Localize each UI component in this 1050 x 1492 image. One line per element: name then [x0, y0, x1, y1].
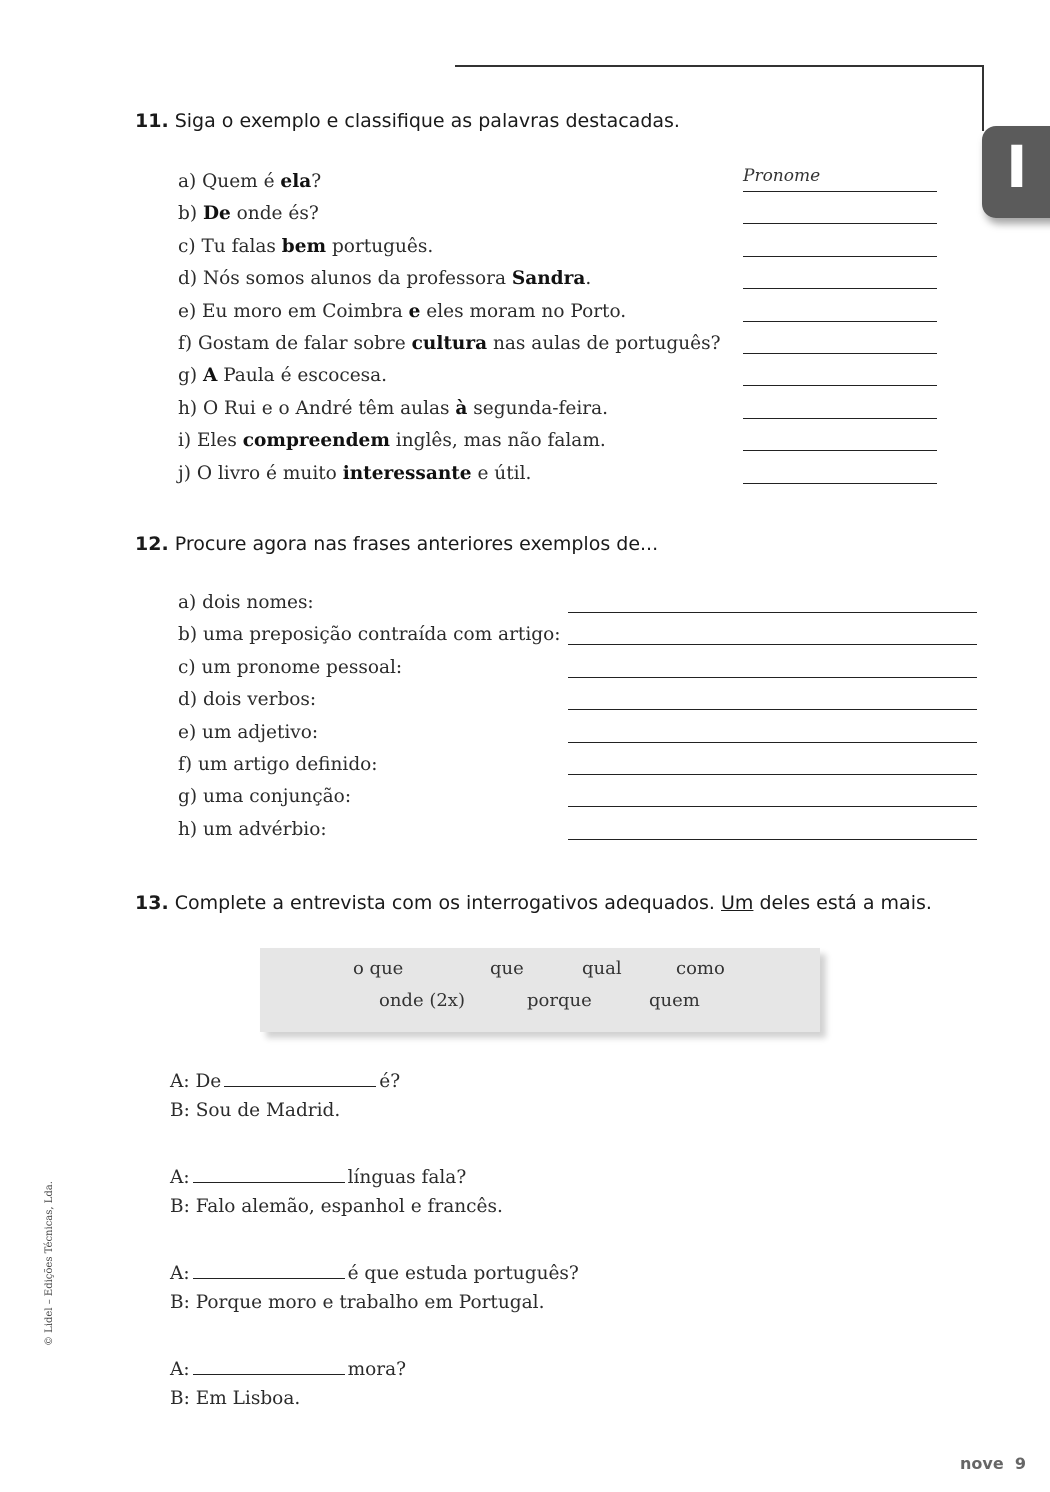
- fill-in-blank[interactable]: [193, 1164, 345, 1183]
- item-text: g): [178, 365, 203, 387]
- word-bank-option: onde (2x): [379, 990, 465, 1011]
- header-rule-side: [982, 65, 984, 131]
- item-text: b): [178, 203, 203, 225]
- question-line: [170, 1260, 579, 1284]
- answer-blank[interactable]: [568, 612, 977, 613]
- item-text: português.: [326, 235, 434, 257]
- fill-in-blank[interactable]: [193, 1356, 345, 1375]
- exercise-12-item: c) um pronome pessoal:: [178, 656, 403, 678]
- exercise-12-item: h) um advérbio:: [178, 818, 327, 840]
- unit-tab-label: I: [1006, 133, 1028, 201]
- page-word: nove: [960, 1454, 1004, 1473]
- highlighted-word: compreendem: [242, 430, 390, 452]
- exercise-12-title: Procure agora nas frases anteriores exemplos de...: [174, 533, 659, 555]
- exercise-11-item: [178, 236, 433, 258]
- exercise-13-title-underlined: Um: [721, 892, 754, 914]
- word-bank-option: qual: [582, 958, 622, 979]
- item-text: e) Eu moro em Coimbra: [178, 300, 409, 322]
- exercise-11-item: [178, 430, 606, 452]
- item-text: ?: [311, 171, 322, 192]
- highlighted-word: Sandra: [511, 268, 586, 290]
- exercise-12-item: e) um adjetivo:: [178, 721, 319, 743]
- item-text: Paula é escocesa.: [217, 365, 388, 387]
- exercise-11-item: [178, 365, 387, 387]
- item-text: .: [585, 268, 592, 290]
- exercise-11-item: [178, 398, 608, 420]
- item-text: c) Tu falas: [178, 235, 282, 257]
- copyright-note: © Lidel – Edições Técnicas, Lda.: [44, 1181, 55, 1346]
- answer-blank[interactable]: [743, 418, 937, 419]
- answer-blank[interactable]: [743, 385, 937, 386]
- header-rule: [455, 65, 984, 67]
- speaker-a-text: é?: [379, 1071, 401, 1092]
- fill-in-blank[interactable]: [193, 1260, 345, 1279]
- item-text: segunda-feira.: [467, 397, 609, 419]
- exercise-11-item: [178, 301, 626, 323]
- exercise-12-number: 12.: [135, 533, 169, 555]
- speaker-a-text: A:: [170, 1359, 190, 1380]
- highlighted-word: cultura: [411, 333, 488, 354]
- word-bank-option: quem: [649, 990, 700, 1011]
- answer-line: B: Sou de Madrid.: [170, 1100, 341, 1121]
- exercise-11-number: 11.: [135, 110, 169, 132]
- highlighted-word: e: [408, 300, 421, 322]
- fill-in-blank[interactable]: [224, 1068, 376, 1087]
- exercise-12-item: a) dois nomes:: [178, 592, 314, 613]
- answer-line: B: Porque moro e trabalho em Portugal.: [170, 1292, 545, 1313]
- highlighted-word: à: [455, 397, 468, 419]
- speaker-a-text: A: De: [170, 1071, 222, 1092]
- exercise-11-item: [178, 268, 591, 290]
- highlighted-word: ela: [280, 171, 312, 192]
- example-answer: Pronome: [743, 166, 821, 186]
- exercise-11-item: [178, 203, 319, 225]
- answer-blank[interactable]: [743, 288, 937, 289]
- highlighted-word: De: [202, 203, 231, 225]
- answer-blank[interactable]: [568, 774, 977, 775]
- word-bank-option: que: [490, 958, 524, 979]
- answer-blank[interactable]: [568, 839, 977, 840]
- exercise-12-item: f) um artigo definido:: [178, 754, 378, 775]
- exercise-12-item: b) uma preposição contraída com artigo:: [178, 624, 561, 646]
- answer-blank[interactable]: [568, 677, 977, 678]
- highlighted-word: A: [202, 365, 218, 387]
- exercise-13-number: 13.: [135, 892, 169, 914]
- question-line: [170, 1164, 466, 1188]
- item-text: j) O livro é muito: [178, 462, 343, 484]
- exercise-11-heading: [135, 110, 680, 132]
- item-text: onde és?: [230, 203, 319, 225]
- speaker-a-text: A:: [170, 1263, 190, 1284]
- exercise-13-heading: [135, 892, 932, 914]
- answer-line: B: Falo alemão, espanhol e francês.: [170, 1196, 503, 1217]
- word-bank-option: porque: [527, 990, 592, 1011]
- item-text: eles moram no Porto.: [420, 300, 627, 322]
- word-bank-option: como: [676, 958, 725, 979]
- exercise-11-title: Siga o exemplo e classifique as palavras destacadas.: [174, 110, 680, 132]
- answer-blank[interactable]: [743, 191, 937, 192]
- answer-blank[interactable]: [743, 256, 937, 257]
- item-text: a) Quem é: [178, 171, 281, 192]
- item-text: e útil.: [471, 462, 532, 484]
- answer-blank[interactable]: [743, 353, 937, 354]
- exercise-13-title-pre: Complete a entrevista com os interrogativos adequados.: [174, 892, 722, 914]
- speaker-a-text: A:: [170, 1167, 190, 1188]
- item-text: f) Gostam de falar sobre: [178, 333, 412, 354]
- answer-blank[interactable]: [568, 709, 977, 710]
- question-line: [170, 1356, 406, 1380]
- exercise-13-title-post: deles está a mais.: [753, 892, 932, 914]
- item-text: d) Nós somos alunos da professora: [178, 268, 512, 290]
- highlighted-word: bem: [281, 235, 327, 257]
- answer-line: B: Em Lisboa.: [170, 1388, 301, 1409]
- answer-blank[interactable]: [743, 483, 937, 484]
- answer-blank[interactable]: [743, 450, 937, 451]
- exercise-12-item: g) uma conjunção:: [178, 786, 352, 808]
- answer-blank[interactable]: [568, 806, 977, 807]
- item-text: i) Eles: [178, 430, 243, 452]
- item-text: nas aulas de português?: [487, 333, 721, 354]
- speaker-a-text: línguas fala?: [347, 1167, 467, 1188]
- exercise-11-item: [178, 171, 321, 193]
- exercise-11-item: [178, 463, 531, 485]
- item-text: inglês, mas não falam.: [389, 430, 606, 452]
- question-line: [170, 1068, 400, 1092]
- word-bank-option: o que: [353, 958, 404, 979]
- answer-blank[interactable]: [743, 321, 937, 322]
- item-text: h) O Rui e o André têm aulas: [178, 397, 456, 419]
- speaker-a-text: é que estuda português?: [347, 1263, 579, 1284]
- answer-blank[interactable]: [568, 742, 977, 743]
- answer-blank[interactable]: [743, 223, 937, 224]
- exercise-11-item: [178, 333, 721, 355]
- page-footer: [960, 1454, 1026, 1473]
- exercise-12-item: d) dois verbos:: [178, 689, 317, 711]
- highlighted-word: interessante: [342, 462, 472, 484]
- answer-blank[interactable]: [568, 644, 977, 645]
- exercise-12-heading: [135, 533, 658, 555]
- speaker-a-text: mora?: [347, 1359, 407, 1380]
- page-number: 9: [1014, 1454, 1026, 1473]
